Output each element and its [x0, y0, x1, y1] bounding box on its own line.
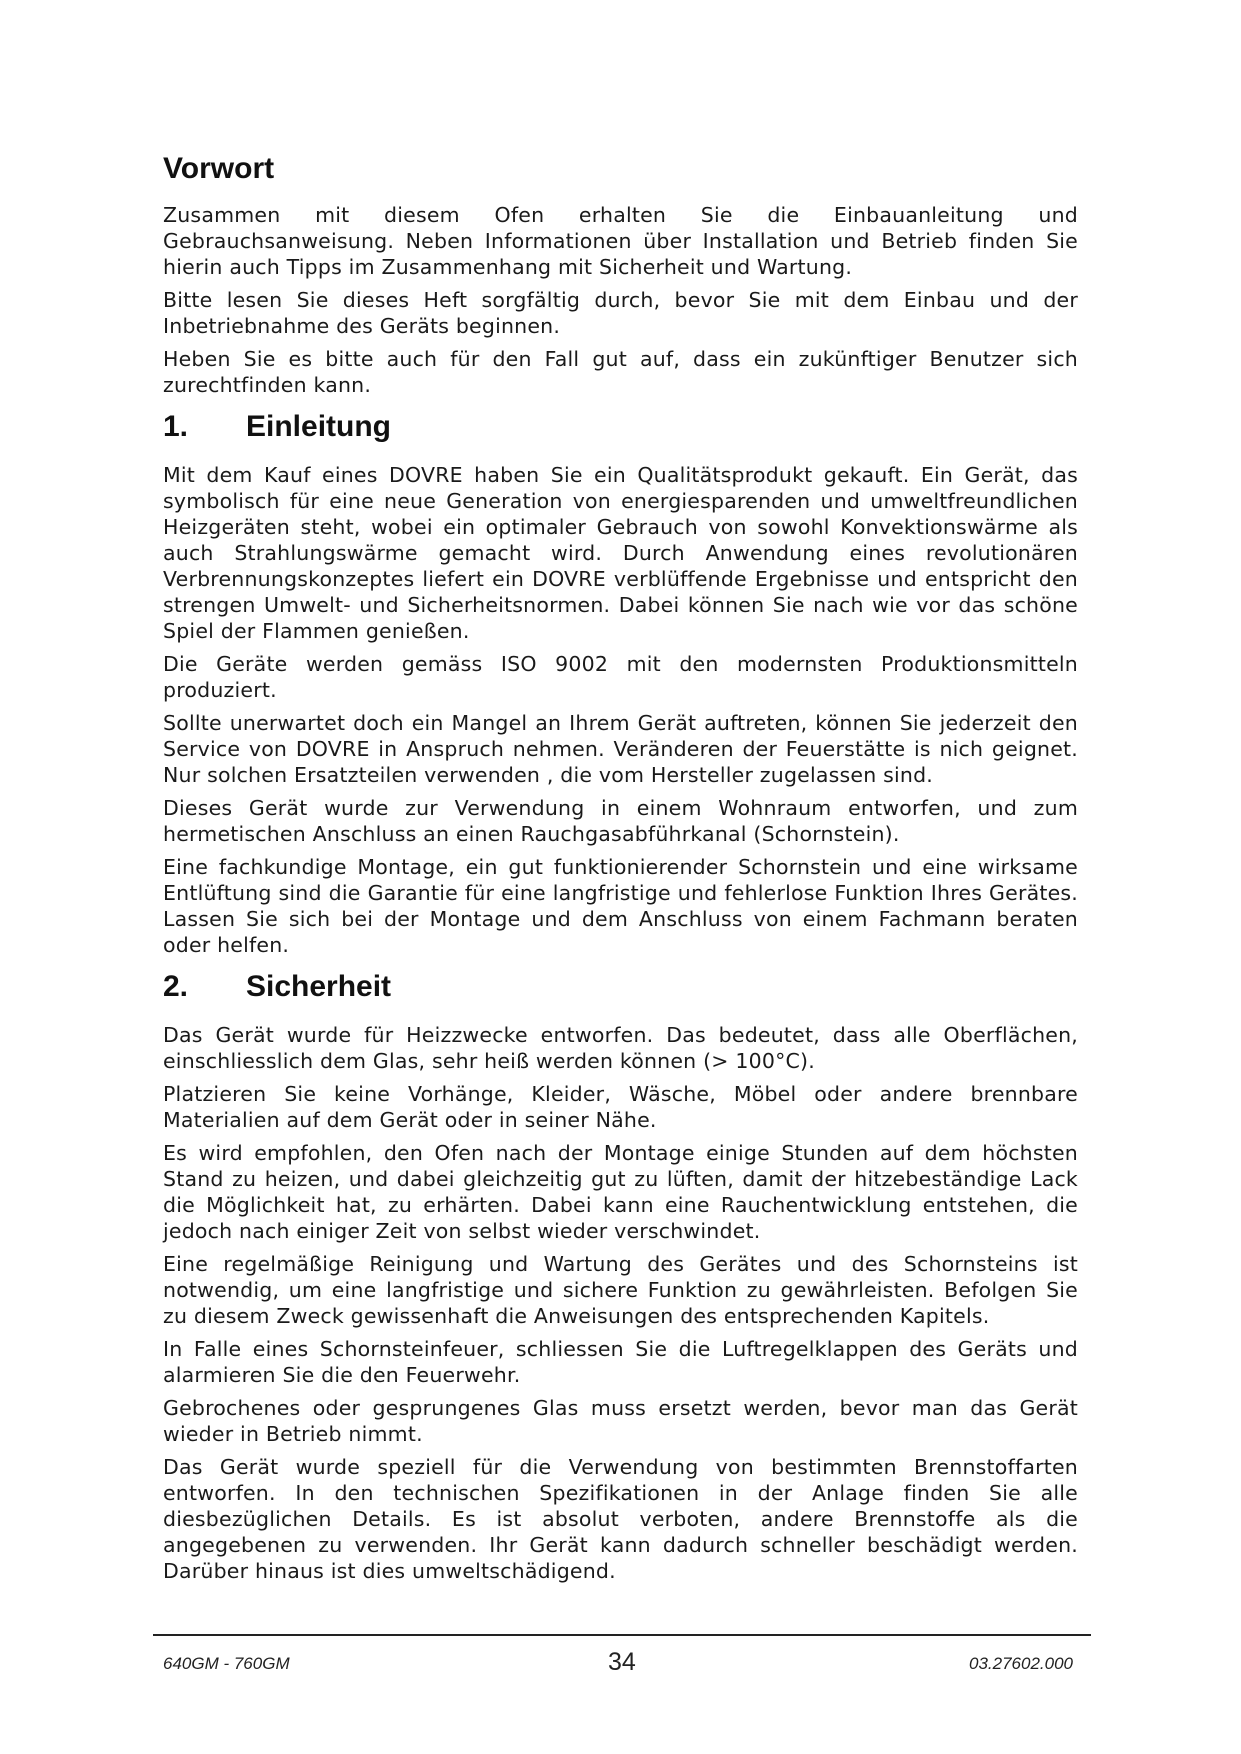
- page-content: [163, 150, 1078, 1591]
- foreword-heading: Vorwort: [163, 152, 275, 185]
- sicherheit-paragraph: In Falle eines Schornsteinfeuer, schliessen Sie die Luftregelklappen des Geräts und alarmieren Sie die den Feuerwehr.: [163, 1337, 1078, 1387]
- section-heading-sicherheit: [163, 968, 1078, 1006]
- einleitung-paragraph: Die Geräte werden gemäss ISO 9002 mit den modernsten Produktionsmitteln produziert.: [163, 652, 1078, 702]
- sicherheit-paragraph: Gebrochenes oder gesprungenes Glas muss ersetzt werden, bevor man das Gerät wieder in Betrieb nimmt.: [163, 1396, 1078, 1446]
- footer-page-number: 34: [608, 1648, 636, 1676]
- foreword-paragraph: Heben Sie es bitte auch für den Fall gut auf, dass ein zukünftiger Benutzer sich zurechtfinden kann.: [163, 347, 1078, 397]
- page-footer: [163, 1648, 1078, 1678]
- einleitung-paragraph: Sollte unerwartet doch ein Mangel an Ihrem Gerät auftreten, können Sie jederzeit den Service von DOVRE in Anspruch nehmen. Veränderen der Feuerstätte is nich geignet. Nur solchen Ersatzteilen verwenden , die vom Hersteller zugelassen sind.: [163, 711, 1078, 787]
- section-title: Einleitung: [246, 410, 391, 443]
- einleitung-paragraph: Dieses Gerät wurde zur Verwendung in einem Wohnraum entworfen, und zum hermetischen Anschluss an einen Rauchgasabführkanal (Schornstein).: [163, 796, 1078, 846]
- sicherheit-paragraph: Das Gerät wurde speziell für die Verwendung von bestimmten Brennstoffarten entworfen. In den technischen Spezifikationen in der Anlage finden Sie alle diesbezüglichen Details. Es ist absolut verboten, andere Brennstoffe als die angegebenen zu verwenden. Ihr Gerät kann dadurch schneller beschädigt werden. Darüber hinaus ist dies umweltschädigend.: [163, 1455, 1078, 1583]
- sicherheit-paragraph: Das Gerät wurde für Heizzwecke entworfen. Das bedeutet, dass alle Oberflächen, einschliesslich dem Glas, sehr heiß werden können (> 100°C).: [163, 1023, 1078, 1073]
- footer-model: 640GM - 760GM: [163, 1654, 290, 1673]
- einleitung-paragraph: Mit dem Kauf eines DOVRE haben Sie ein Qualitätsprodukt gekauft. Ein Gerät, das symbolisch für eine neue Generation von energiesparenden und umweltfreundlichen Heizgeräten steht, wobei ein optimaler Gebrauch von sowohl Konvektionswärme als auch Strahlungswärme gemacht wird. Durch Anwendung eines revolutionären Verbrennungskonzeptes liefert ein DOVRE verblüffende Ergebnisse und entspricht den strengen Umwelt- und Sicherheitsnormen. Dabei können Sie nach wie vor das schöne Spiel der Flammen genießen.: [163, 463, 1078, 643]
- foreword-paragraph: Zusammen mit diesem Ofen erhalten Sie die Einbauanleitung und Gebrauchsanweisung. Neben Informationen über Installation und Betrieb finden Sie hierin auch Tipps im Zusammenhang mit Sicherheit und Wartung.: [163, 203, 1078, 279]
- section-title: Sicherheit: [246, 970, 392, 1003]
- foreword-paragraph: Bitte lesen Sie dieses Heft sorgfältig durch, bevor Sie mit dem Einbau und der Inbetriebnahme des Geräts beginnen.: [163, 288, 1078, 338]
- sicherheit-paragraph: Platzieren Sie keine Vorhänge, Kleider, Wäsche, Möbel oder andere brennbare Materialien auf dem Gerät oder in seiner Nähe.: [163, 1082, 1078, 1132]
- footer-divider: [153, 1634, 1091, 1636]
- section-number: 1.: [163, 410, 189, 443]
- sicherheit-paragraph: Es wird empfohlen, den Ofen nach der Montage einige Stunden auf dem höchsten Stand zu heizen, und dabei gleichzeitig gut zu lüften, damit der hitzebeständige Lack die Möglichkeit hat, zu erhärten. Dabei kann eine Rauchentwicklung entstehen, die jedoch nach einiger Zeit von selbst wieder verschwindet.: [163, 1141, 1078, 1243]
- footer-doc-code: 03.27602.000: [969, 1654, 1073, 1673]
- section-number: 2.: [163, 970, 189, 1003]
- sicherheit-paragraph: Eine regelmäßige Reinigung und Wartung des Gerätes und des Schornsteins ist notwendig, um eine langfristige und sichere Funktion zu gewährleisten. Befolgen Sie zu diesem Zweck gewissenhaft die Anweisungen des entsprechenden Kapitels.: [163, 1252, 1078, 1328]
- einleitung-paragraph: Eine fachkundige Montage, ein gut funktionierender Schornstein und eine wirksame Entlüftung sind die Garantie für eine langfristige und fehlerlose Funktion Ihres Gerätes. Lassen Sie sich bei der Montage und dem Anschluss von einem Fachmann beraten oder helfen.: [163, 855, 1078, 957]
- section-heading-einleitung: [163, 408, 1078, 446]
